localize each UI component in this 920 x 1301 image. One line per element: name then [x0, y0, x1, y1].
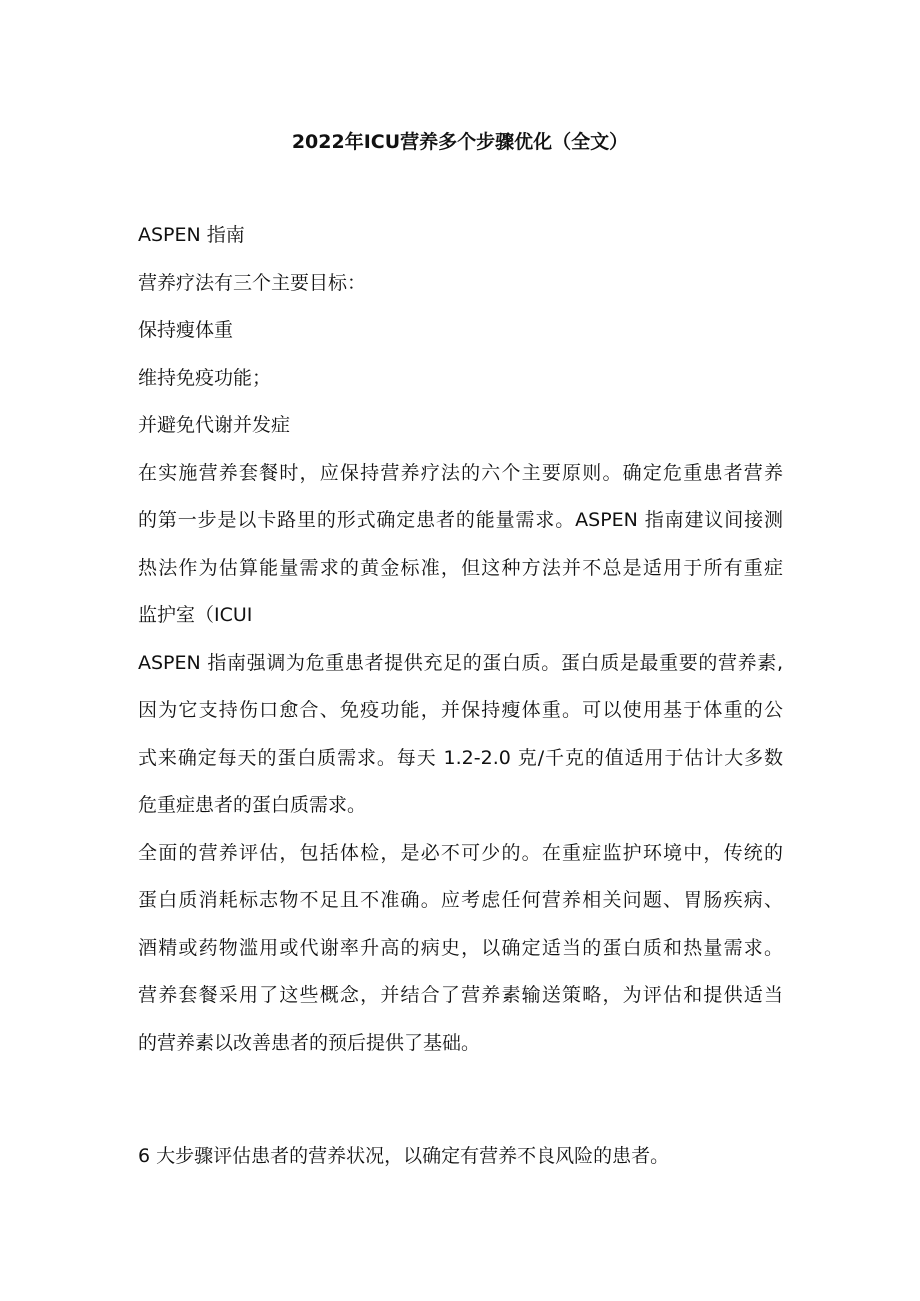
- paragraph-line: 监护室（ICUI: [138, 604, 253, 626]
- paragraph-line: 因为它支持伤口愈合、免疫功能，并保持瘦体重。可以使用基于体重的公: [138, 699, 783, 721]
- paragraph-line: 的营养素以改善患者的预后提供了基础。: [138, 1032, 481, 1054]
- paragraph-line: 在实施营养套餐时，应保持营养疗法的六个主要原则。确定危重患者营养: [138, 462, 783, 484]
- paragraph-line: 酒精或药物滥用或代谢率升高的病史，以确定适当的蛋白质和热量需求。: [138, 937, 783, 959]
- text-line: 营养疗法有三个主要目标：: [138, 272, 367, 294]
- text-line: 保持瘦体重: [138, 319, 234, 341]
- section-heading-aspen: ASPEN 指南: [138, 224, 245, 246]
- paragraph-line: 的第一步是以卡路里的形式确定患者的能量需求。ASPEN 指南建议间接测: [138, 509, 783, 531]
- paragraph-line: ASPEN 指南强调为危重患者提供充足的蛋白质。蛋白质是最重要的营养素,: [138, 652, 783, 674]
- text-line: 维持免疫功能；: [138, 367, 272, 389]
- document-title: 2022年ICU营养多个步骤优化（全文）: [291, 131, 629, 153]
- paragraph-line: 营养套餐采用了这些概念，并结合了营养素输送策略，为评估和提供适当: [138, 984, 783, 1006]
- section-line: 6 大步骤评估患者的营养状况，以确定有营养不良风险的患者。: [138, 1145, 670, 1167]
- text-line: 并避免代谢并发症: [138, 414, 291, 436]
- paragraph-line: 热法作为估算能量需求的黄金标准，但这种方法并不总是适用于所有重症: [138, 557, 783, 579]
- paragraph-line: 式来确定每天的蛋白质需求。每天 1.2-2.0 克/千克的值适用于估计大多数: [138, 747, 783, 769]
- paragraph-line: 蛋白质消耗标志物不足且不准确。应考虑任何营养相关问题、胃肠疾病、: [138, 889, 783, 911]
- paragraph-line: 全面的营养评估，包括体检，是必不可少的。在重症监护环境中，传统的: [138, 842, 783, 864]
- paragraph-line: 危重症患者的蛋白质需求。: [138, 794, 367, 816]
